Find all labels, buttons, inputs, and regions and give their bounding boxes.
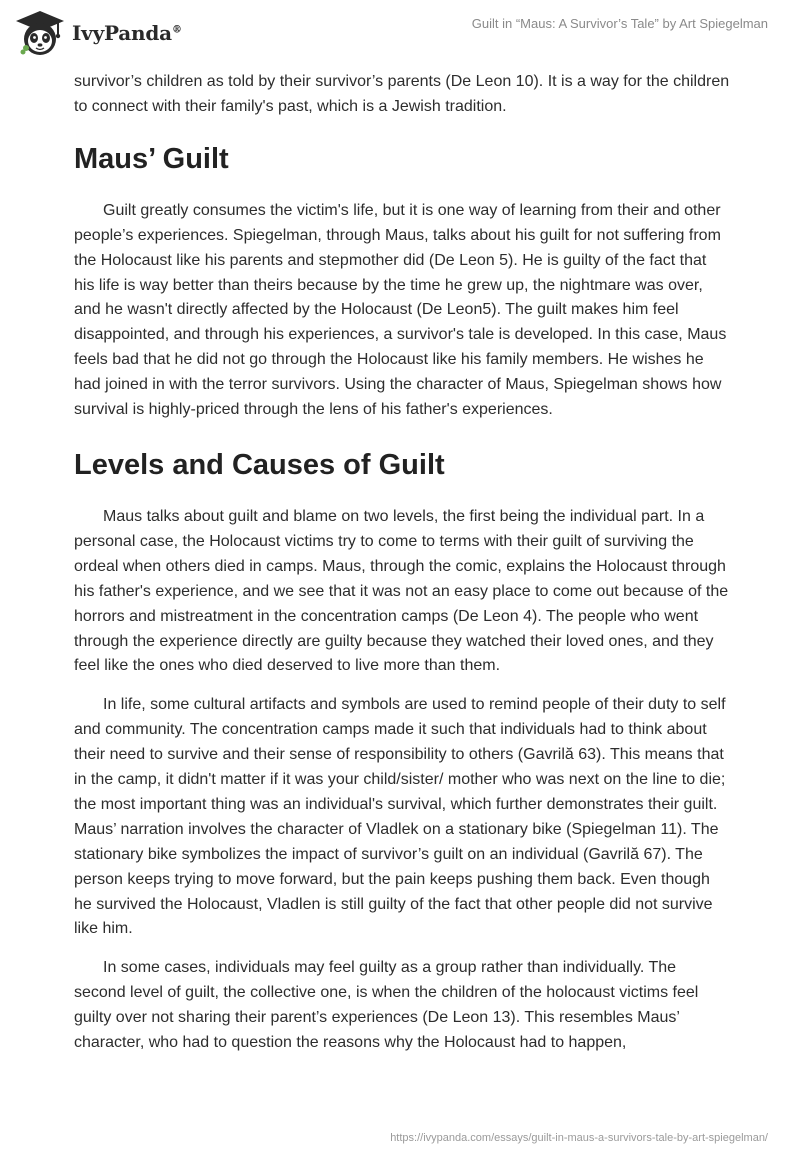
body-paragraph: Maus talks about guilt and blame on two levels, the first being the individual part. In a personal case, the Holocaust victims try to come to terms with their guilt of surviving the ordeal when others died in camps. Maus, through the comic, explains the Holocaust through his father's experience, and we see that it was not an easy place to come out because of the horrors and mistreatment in the concentration camps (De Leon 4). The people who went through the experience directly are guilty because they watched their loved ones, and they feel like the ones who died deserved to live more than them. bbox=[74, 507, 729, 675]
section-heading-maus-guilt: Maus’ Guilt bbox=[74, 142, 229, 175]
section-heading-levels-causes: Levels and Causes of Guilt bbox=[74, 448, 445, 481]
body-paragraph: Guilt greatly consumes the victim's life, but it is one way of learning from their and other people’s experiences. Spiegelman, through Maus, talks about his guilt for not suffering from the Holocaust like his parents and stepmother did (De Leon 5). He is guilty of the fact that his life is way better than theirs because by the time he grew up, the nightmare was over, and he wasn't directly affected by the Holocaust (De Leon5). The guilt makes him feel disappointed, and through his experiences, a survivor's tale is developed. In this case, Maus feels bad that he did not go through the Holocaust like his family members. He wishes he had joined in with the terror survivors. Using the character of Maus, Spiegelman shows how survival is highly-priced through the lens of his father's experiences. bbox=[74, 201, 727, 419]
essay-content bbox=[74, 70, 730, 1056]
page-header bbox=[0, 0, 800, 70]
panda-logo-icon bbox=[14, 8, 66, 58]
body-paragraph: In life, some cultural artifacts and symbols are used to remind people of their duty to self and community. The concentration camps made it such that individuals had to think about their need to survive and their sense of responsibility to others (Gavrilă 63). This means that in the camp, it didn't matter if it was your child/sister/ mother who was next on the line to die; the most important thing was an individual's survival, which further demonstrates their guilt. Maus’ narration involves the character of Vladlek on a stationary bike (Spiegelman 11). The stationary bike symbolizes the impact of survivor’s guilt on an individual (Gavrilă 67). The person keeps trying to move forward, but the pain keeps pushing them back. Even though he survived the Holocaust, Vladlen is still guilty of the fact that other people did not survive like him. bbox=[74, 696, 726, 938]
intro-paragraph: survivor’s children as told by their survivor’s parents (De Leon 10). It is a way for the children to connect with their family's past, which is a Jewish tradition. bbox=[74, 73, 730, 115]
brand-name: IvyPanda® bbox=[72, 21, 182, 45]
ivypanda-logo[interactable] bbox=[14, 8, 182, 58]
source-url[interactable]: https://ivypanda.com/essays/guilt-in-maus-a-survivors-tale-by-art-spiegelman/ bbox=[390, 1132, 768, 1144]
body-paragraph: In some cases, individuals may feel guilty as a group rather than individually. The second level of guilt, the collective one, is when the children of the holocaust victims feel guilty over not sharing their parent’s experiences (De Leon 13). This resembles Maus’ character, who had to question the reasons why the Holocaust had to happen, bbox=[74, 959, 699, 1052]
document-title: Guilt in “Maus: A Survivor’s Tale” by Art Spiegelman bbox=[471, 16, 768, 31]
